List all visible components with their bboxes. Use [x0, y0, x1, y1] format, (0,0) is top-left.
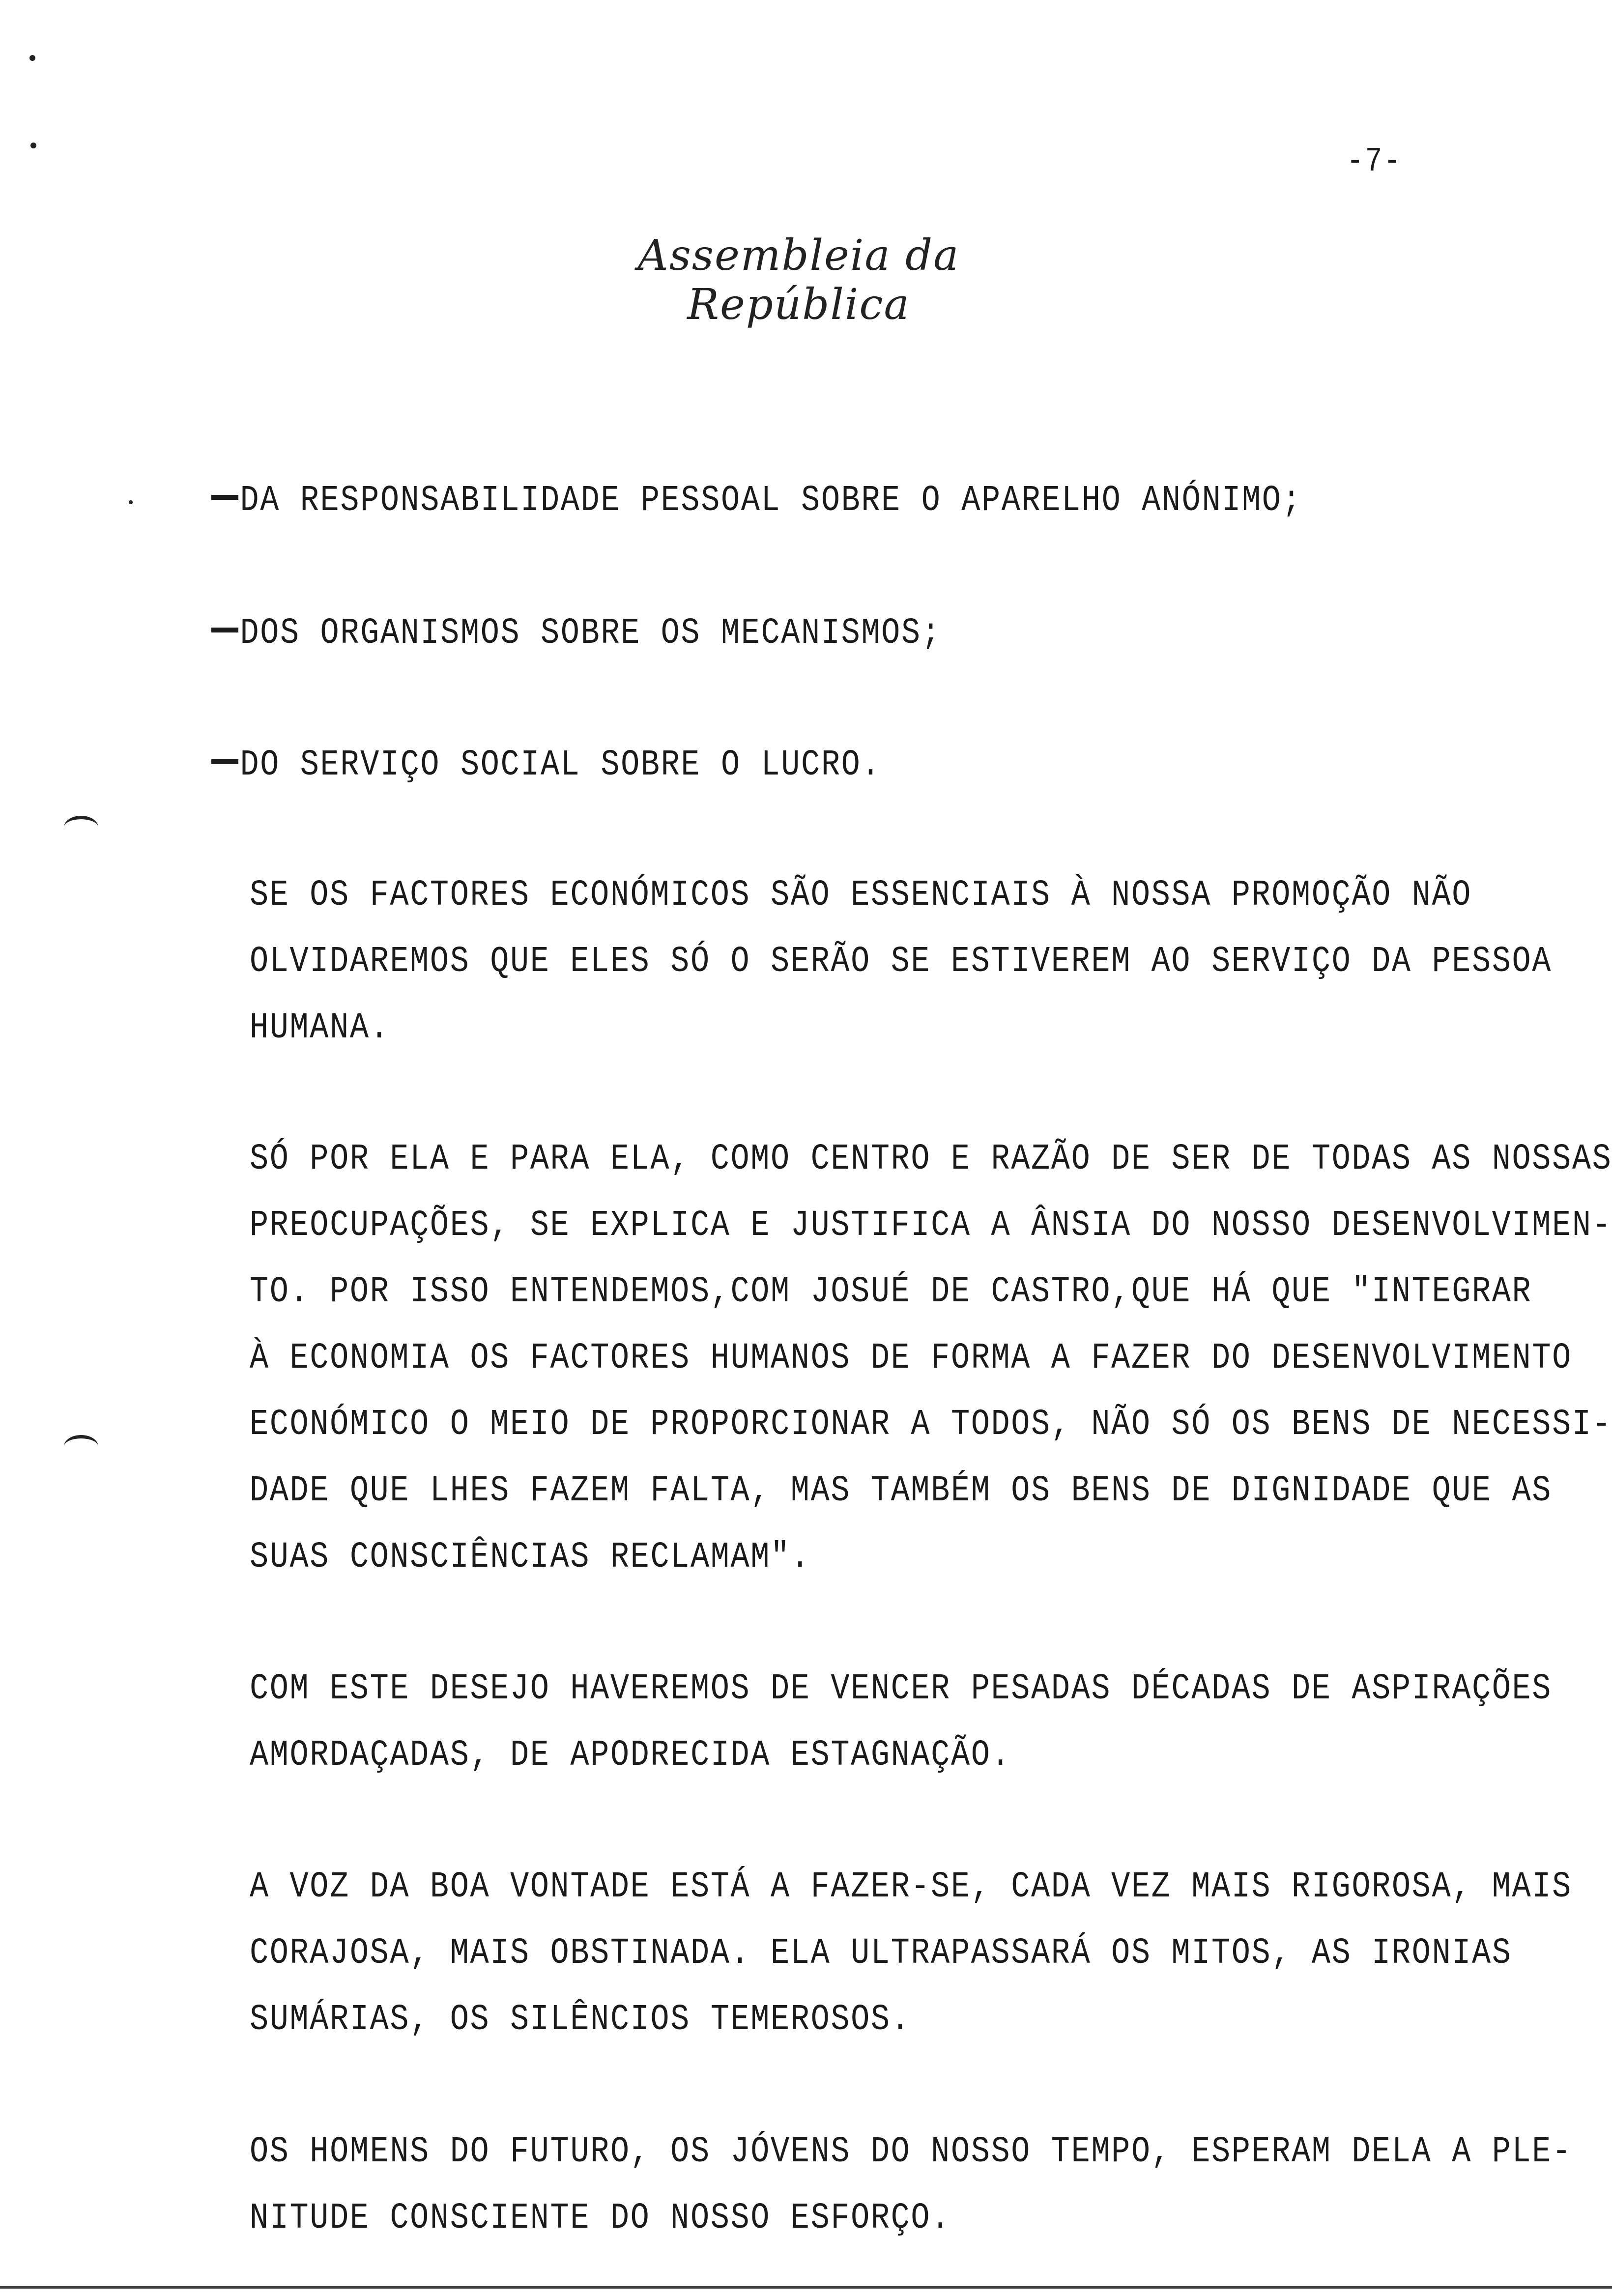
paragraph-line: ECONÓMICO O MEIO DE PROPORCIONAR A TODOS, NÃO SÓ OS BENS DE NECESSI- — [250, 1404, 1612, 1445]
margin-dot — [30, 143, 36, 148]
paragraph-line: SE OS FACTORES ECONÓMICOS SÃO ESSENCIAIS À NOSSA PROMOÇÃO NÃO — [250, 875, 1472, 916]
margin-dot — [129, 500, 133, 504]
paragraph-line: PREOCUPAÇÕES, SE EXPLICA E JUSTIFICA A ÂNSIA DO NOSSO DESENVOLVIMEN- — [250, 1205, 1612, 1246]
paragraph-line: SÓ POR ELA E PARA ELA, COMO CENTRO E RAZÃO DE SER DE TODAS AS NOSSAS — [250, 1139, 1612, 1180]
paragraph-line: NITUDE CONSCIENTE DO NOSSO ESFORÇO. — [250, 2198, 951, 2239]
list-item — [211, 745, 882, 786]
paragraph-line: HUMANA. — [250, 1007, 390, 1049]
list-item — [211, 480, 1302, 521]
paragraph-line: OS HOMENS DO FUTURO, OS JÓVENS DO NOSSO TEMPO, ESPERAM DELA A PLE- — [250, 2131, 1572, 2173]
paragraph-line: A VOZ DA BOA VONTADE ESTÁ A FAZER-SE, CADA VEZ MAIS RIGOROSA, MAIS — [250, 1866, 1572, 1908]
paragraph-line: À ECONOMIA OS FACTORES HUMANOS DE FORMA A FAZER DO DESENVOLVIMENTO — [250, 1338, 1572, 1379]
paragraph-line: TO. POR ISSO ENTENDEMOS,COM JOSUÉ DE CASTRO,QUE HÁ QUE "INTEGRAR — [250, 1271, 1532, 1313]
paragraph-line: SUAS CONSCIÊNCIAS RECLAMAM". — [250, 1537, 811, 1578]
page-number: -7- — [1347, 143, 1403, 181]
list-item-text: DA RESPONSABILIDADE PESSOAL SOBRE O APARELHO ANÓNIMO; — [240, 480, 1302, 521]
paragraph-line: SUMÁRIAS, OS SILÊNCIOS TEMEROSOS. — [250, 1999, 911, 2040]
paragraph-line: COM ESTE DESEJO HAVEREMOS DE VENCER PESADAS DÉCADAS DE ASPIRAÇÕES — [250, 1668, 1553, 1710]
paragraph-line: DADE QUE LHES FAZEM FALTA, MAS TAMBÉM OS BENS DE DIGNIDADE QUE AS — [250, 1470, 1553, 1512]
margin-mark — [64, 816, 98, 839]
dash-bullet — [211, 759, 238, 764]
margin-mark — [64, 1435, 98, 1458]
letterhead: Assembleia da República — [637, 231, 960, 329]
paragraph-line: AMORDAÇADAS, DE APODRECIDA ESTAGNAÇÃO. — [250, 1735, 1011, 1776]
list-item-text: DOS ORGANISMOS SOBRE OS MECANISMOS; — [240, 613, 942, 654]
dash-bullet — [211, 628, 238, 632]
dash-bullet — [211, 495, 238, 500]
list-item — [211, 615, 941, 652]
margin-dot — [29, 55, 35, 61]
bottom-rule — [0, 2286, 1612, 2289]
paragraph-line: OLVIDAREMOS QUE ELES SÓ O SERÃO SE ESTIVEREM AO SERVIÇO DA PESSOA — [250, 941, 1553, 982]
paragraph-line: CORAJOSA, MAIS OBSTINADA. ELA ULTRAPASSARÁ OS MITOS, AS IRONIAS — [250, 1933, 1512, 1974]
list-item-text: DO SERVIÇO SOCIAL SOBRE O LUCRO. — [240, 745, 882, 786]
